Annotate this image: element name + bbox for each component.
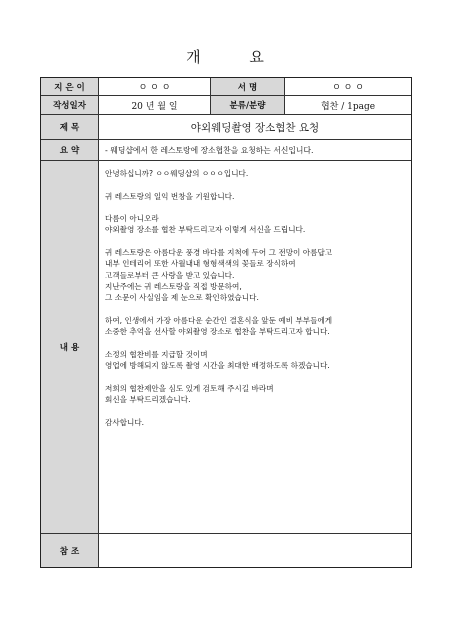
content-line: 안녕하십니까? ㅇㅇ웨딩샵의 ㅇㅇㅇ입니다. (105, 169, 249, 178)
summary-row (41, 140, 411, 161)
content-line: 귀 레스토랑의 일익 번창을 기원합니다. (105, 191, 235, 201)
content-line: 지난주에는 귀 레스토랑을 직접 방문하여, (105, 281, 242, 291)
reference-label: 참 조 (41, 534, 99, 567)
content-line: 귀 레스토랑은 아름다운 풍경 바다를 지척에 두어 그 전망이 아름답고 (105, 248, 333, 258)
content-line: 야외촬영 장소를 협찬 부탁드리고자 이렇게 서신을 드립니다. (105, 225, 306, 235)
content-line: 소중한 추억을 선사할 야외촬영 장소로 협찬을 부탁드리고자 합니다. (105, 327, 330, 337)
content-line: 그 소문이 사실임을 제 눈으로 확인하였습니다. (105, 293, 259, 303)
content-line: 회신을 부탁드리겠습니다. (105, 394, 191, 404)
date-row (41, 96, 411, 115)
date-value: 20 년 월 일 (99, 96, 211, 114)
content-line: 소정의 협찬비를 지급할 것이며 (105, 349, 208, 359)
subject-value: 야외웨딩촬영 장소협찬 요청 (190, 121, 320, 134)
author-row (41, 78, 411, 96)
reference-row (41, 534, 411, 567)
signature-value: ㅇ ㅇ ㅇ (332, 83, 364, 93)
summary-label: 요 약 (41, 140, 99, 160)
signature-label: 서 명 (211, 78, 285, 95)
summary-form-table (40, 77, 412, 568)
author-value: ㅇ ㅇ ㅇ (99, 78, 211, 95)
content-row (41, 161, 411, 534)
content-line: 고객들로부터 큰 사랑을 받고 있습니다. (105, 270, 235, 280)
content-line: 다름이 아니오라 (105, 214, 159, 224)
date-label: 작성일자 (41, 96, 99, 114)
subject-row (41, 115, 411, 140)
content-line: 영업에 방해되지 않도록 촬영 시간을 최대한 배정하도록 하겠습니다. (105, 361, 330, 371)
content-line: 하여, 인생에서 가장 아름다운 순간인 결혼식을 앞둔 예비 부부들에게 (105, 315, 333, 325)
content-line: 내부 인테리어 또한 사월내내 형형색색의 꽃들로 장식하여 (105, 259, 296, 269)
content-body (99, 161, 411, 533)
category-label: 분류/분량 (211, 96, 285, 114)
summary-value: - 웨딩샵에서 한 레스토랑에 장소협찬을 요청하는 서신입니다. (105, 145, 314, 155)
content-label: 내 용 (41, 161, 99, 533)
content-line: 감사합니다. (105, 417, 145, 427)
author-label: 지 은 이 (41, 78, 99, 95)
document-title: 개 요 (186, 48, 286, 66)
category-value: 협찬 / 1page (320, 101, 376, 112)
content-line: 저희의 협찬제안을 심도 있게 검토해 주시길 바라며 (105, 383, 274, 393)
subject-label: 제 목 (41, 115, 99, 139)
reference-value (99, 534, 411, 567)
